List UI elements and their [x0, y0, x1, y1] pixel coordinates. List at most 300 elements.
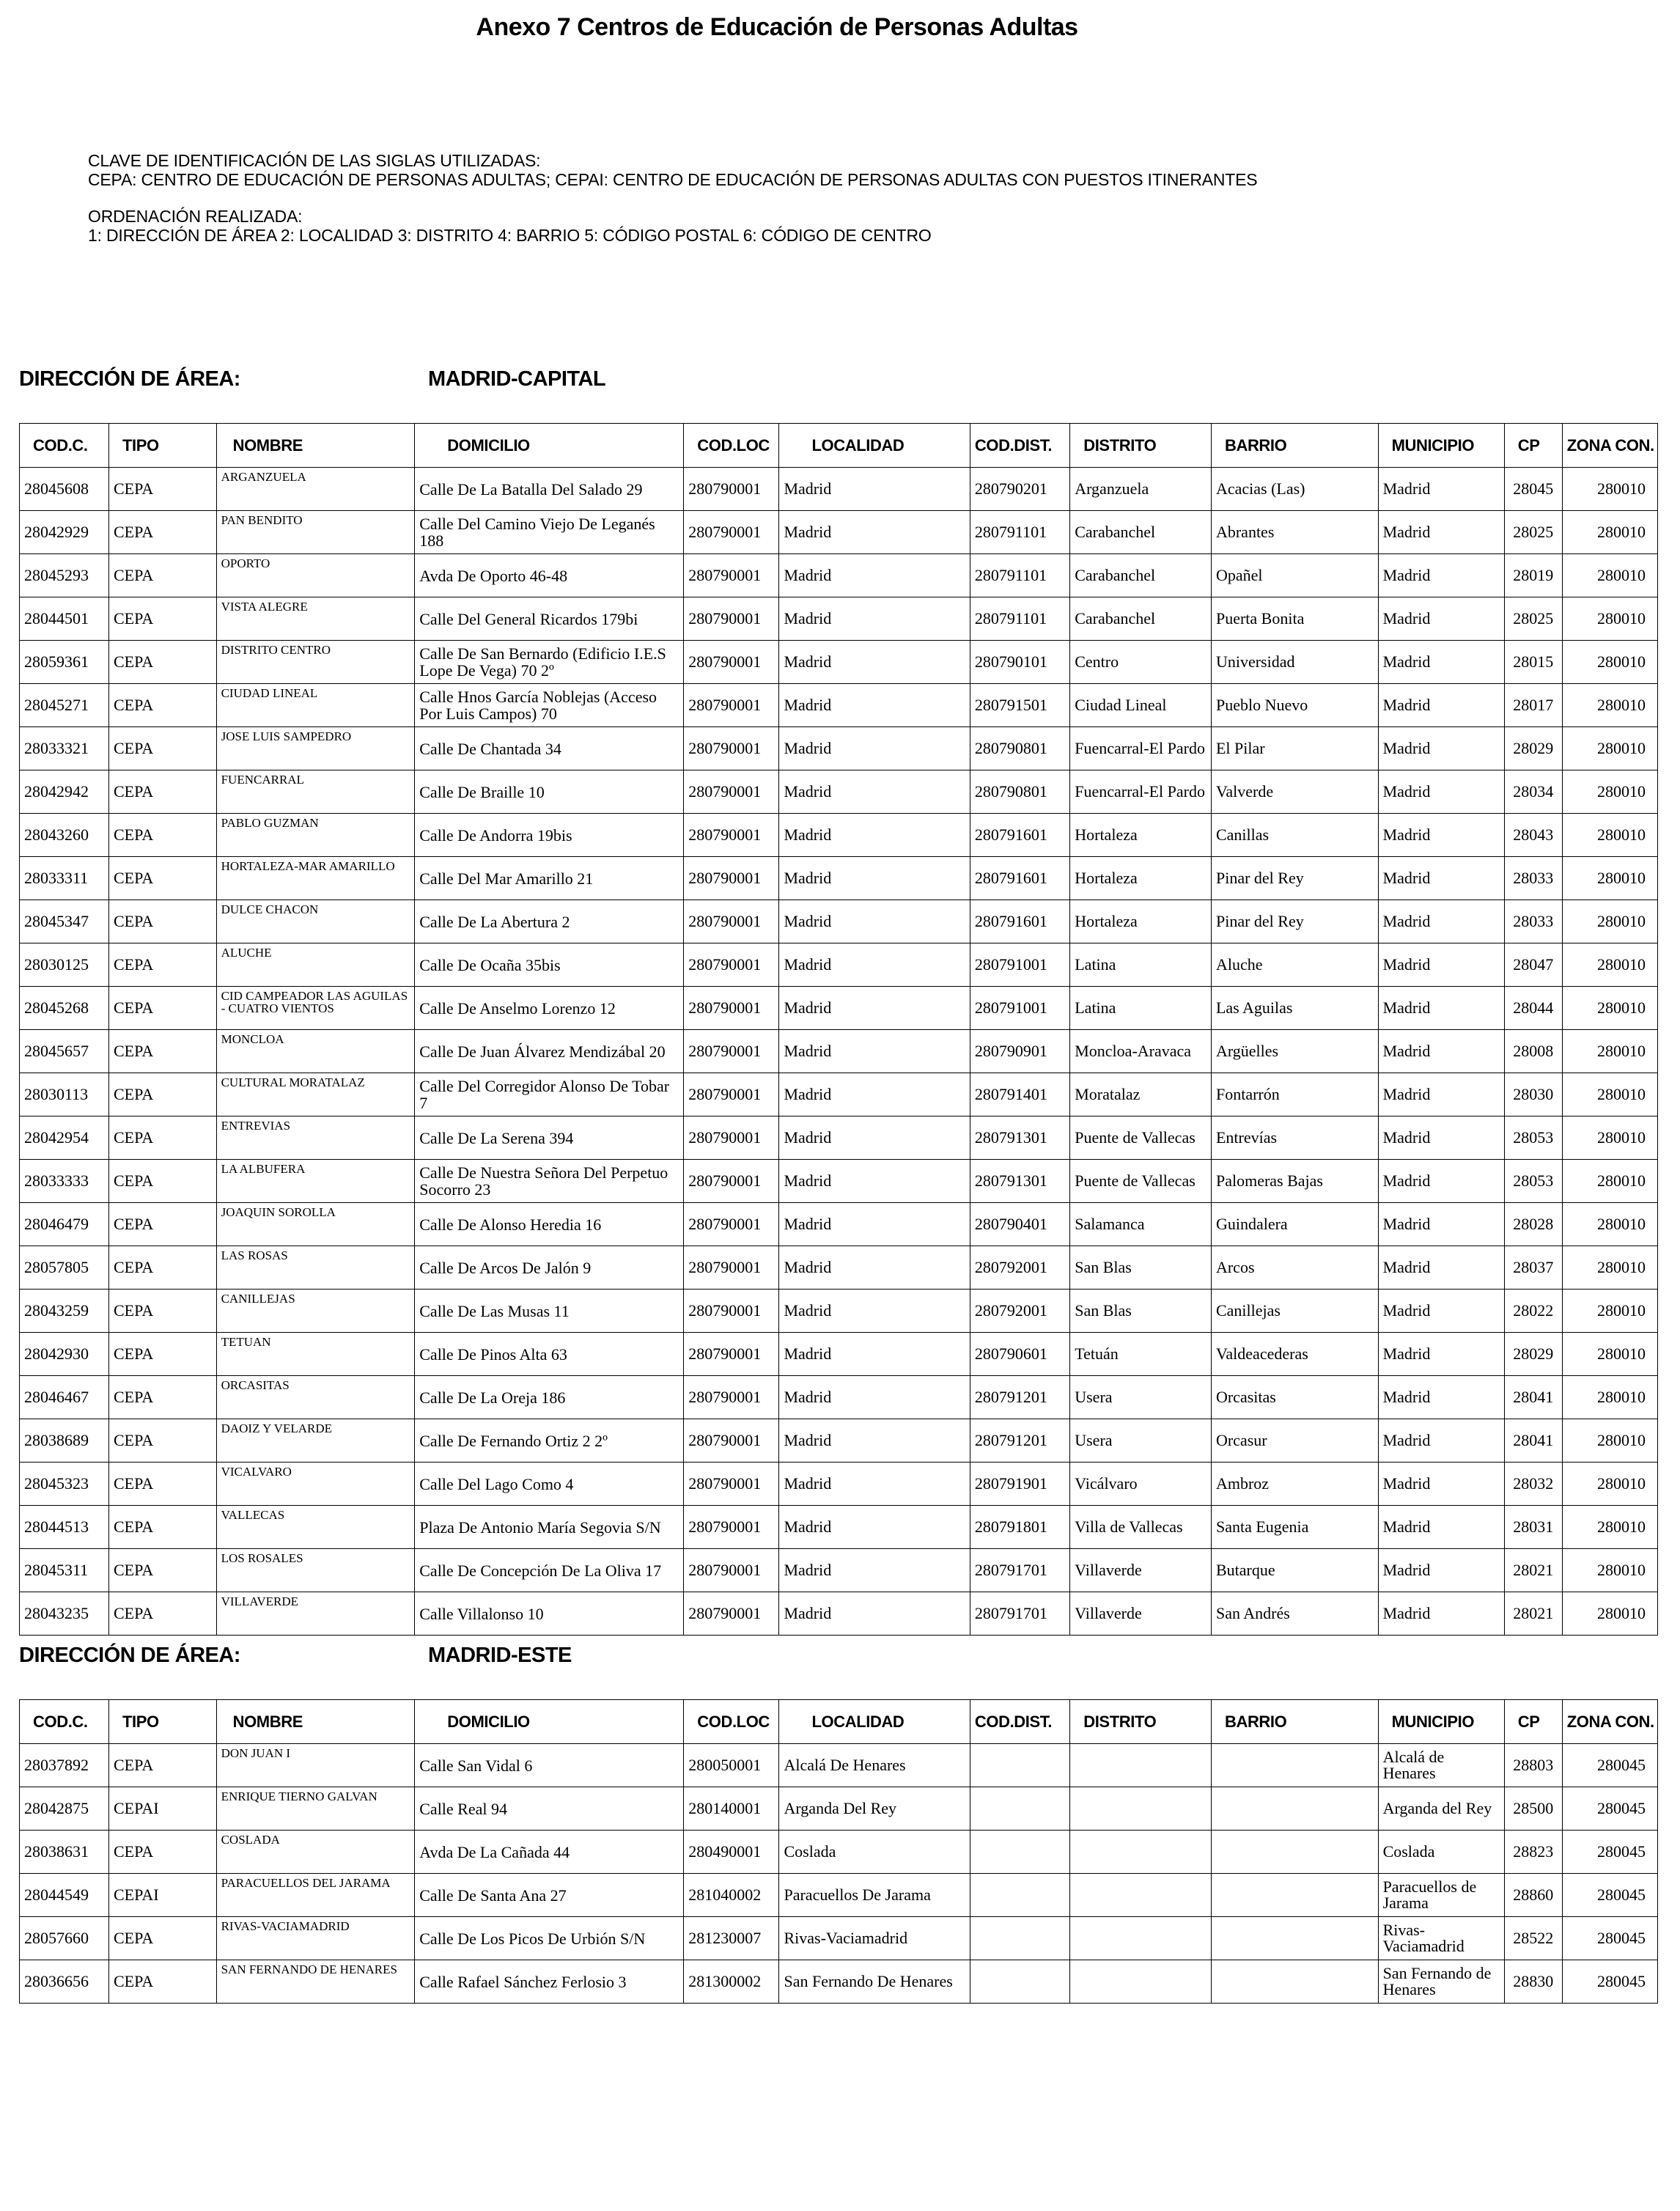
cell-zona-con: 280010	[1562, 1073, 1657, 1116]
cell-zona-con: 280045	[1562, 1960, 1657, 2004]
column-header: BARRIO	[1211, 1700, 1378, 1744]
cell-cp: 28029	[1504, 727, 1562, 770]
cell-domicilio: Calle Del Mar Amarillo 21	[415, 857, 684, 900]
cell-municipio: Madrid	[1378, 943, 1504, 987]
cell-cp: 28033	[1504, 857, 1562, 900]
cell-barrio	[1211, 1744, 1378, 1787]
cell-nombre: DAOIZ Y VELARDE	[216, 1419, 415, 1463]
cell-cod-loc: 280790001	[684, 987, 779, 1030]
cell-cod-c: 28046479	[20, 1203, 109, 1246]
cell-domicilio: Calle De Anselmo Lorenzo 12	[415, 987, 684, 1030]
table-row	[20, 1160, 1658, 1203]
cell-tipo: CEPA	[109, 987, 217, 1030]
table-row	[20, 1744, 1658, 1787]
cell-nombre: COSLADA	[216, 1831, 415, 1874]
cell-cod-loc: 280490001	[684, 1831, 779, 1874]
cell-domicilio: Calle De Chantada 34	[415, 727, 684, 770]
cell-nombre: VILLAVERDE	[216, 1592, 415, 1636]
cell-domicilio: Calle De Los Picos De Urbión S/N	[415, 1917, 684, 1960]
cell-barrio: Entrevías	[1211, 1116, 1378, 1160]
cell-cp: 28033	[1504, 900, 1562, 943]
cell-barrio	[1211, 1831, 1378, 1874]
cell-cp: 28019	[1504, 554, 1562, 597]
table-row	[20, 1787, 1658, 1831]
cell-nombre: DON JUAN I	[216, 1744, 415, 1787]
cell-cp: 28028	[1504, 1203, 1562, 1246]
key-heading: CLAVE DE IDENTIFICACIÓN DE LAS SIGLAS UTILIZADAS:	[88, 151, 541, 170]
cell-tipo: CEPA	[109, 1246, 217, 1290]
cell-cp: 28025	[1504, 511, 1562, 554]
cell-localidad: Madrid	[779, 1030, 970, 1073]
cell-cod-c: 28045657	[20, 1030, 109, 1073]
cell-cp: 28017	[1504, 684, 1562, 727]
cell-cod-dist: 280791901	[970, 1463, 1069, 1506]
cell-nombre: TETUAN	[216, 1333, 415, 1376]
cell-cod-dist: 280790801	[970, 770, 1069, 814]
cell-localidad: San Fernando De Henares	[779, 1960, 970, 2004]
cell-domicilio: Calle De Arcos De Jalón 9	[415, 1246, 684, 1290]
column-header: BARRIO	[1211, 424, 1378, 468]
cell-localidad: Madrid	[779, 1290, 970, 1333]
cell-cod-loc: 280790001	[684, 900, 779, 943]
cell-zona-con: 280010	[1562, 900, 1657, 943]
cell-cp: 28053	[1504, 1116, 1562, 1160]
cell-cod-c: 28045311	[20, 1549, 109, 1592]
cell-cod-dist: 280791001	[970, 943, 1069, 987]
cell-cod-c: 28057805	[20, 1246, 109, 1290]
cell-cod-dist	[970, 1787, 1069, 1831]
cell-localidad: Madrid	[779, 814, 970, 857]
table-row	[20, 1246, 1658, 1290]
cell-cp: 28029	[1504, 1333, 1562, 1376]
cell-barrio: Puerta Bonita	[1211, 597, 1378, 641]
cell-cod-c: 28042929	[20, 511, 109, 554]
cell-distrito: Latina	[1070, 987, 1212, 1030]
cell-municipio: Alcalá de Henares	[1378, 1744, 1504, 1787]
cell-localidad: Madrid	[779, 1419, 970, 1463]
column-header: DOMICILIO	[415, 424, 684, 468]
cell-domicilio: Calle De Nuestra Señora Del Perpetuo Socorro 23	[415, 1160, 684, 1203]
cell-nombre: ENRIQUE TIERNO GALVAN	[216, 1787, 415, 1831]
cell-municipio: Madrid	[1378, 468, 1504, 511]
column-header: MUNICIPIO	[1378, 1700, 1504, 1744]
cell-domicilio: Calle Hnos García Noblejas (Acceso Por Luis Campos) 70	[415, 684, 684, 727]
column-header: COD.DIST.	[970, 1700, 1069, 1744]
cell-cod-loc: 280790001	[684, 554, 779, 597]
cell-cp: 28025	[1504, 597, 1562, 641]
cell-municipio: Madrid	[1378, 597, 1504, 641]
cell-domicilio: Calle De Pinos Alta 63	[415, 1333, 684, 1376]
area-label: DIRECCIÓN DE ÁREA:	[19, 1644, 240, 1667]
cell-cod-dist: 280791101	[970, 511, 1069, 554]
cell-cod-c: 28044513	[20, 1506, 109, 1549]
cell-cod-dist	[970, 1917, 1069, 1960]
cell-cp: 28015	[1504, 641, 1562, 684]
cell-tipo: CEPA	[109, 857, 217, 900]
cell-zona-con: 280010	[1562, 1549, 1657, 1592]
cell-barrio: Canillas	[1211, 814, 1378, 857]
cell-cod-dist: 280791301	[970, 1116, 1069, 1160]
cell-domicilio: Calle De La Abertura 2	[415, 900, 684, 943]
cell-zona-con: 280010	[1562, 1419, 1657, 1463]
cell-cod-loc: 280790001	[684, 1549, 779, 1592]
cell-cp: 28034	[1504, 770, 1562, 814]
table-row	[20, 1549, 1658, 1592]
cell-nombre: SAN FERNANDO DE HENARES	[216, 1960, 415, 2004]
cell-zona-con: 280010	[1562, 511, 1657, 554]
cell-barrio: Opañel	[1211, 554, 1378, 597]
cell-domicilio: Calle De Ocaña 35bis	[415, 943, 684, 987]
cell-cod-dist: 280791101	[970, 597, 1069, 641]
cell-barrio	[1211, 1917, 1378, 1960]
cell-zona-con: 280010	[1562, 1506, 1657, 1549]
cell-zona-con: 280045	[1562, 1787, 1657, 1831]
cell-cod-c: 28046467	[20, 1376, 109, 1419]
cell-barrio	[1211, 1787, 1378, 1831]
table-row	[20, 1030, 1658, 1073]
cell-cod-dist: 280791301	[970, 1160, 1069, 1203]
table-row	[20, 943, 1658, 987]
cell-domicilio: Calle De Concepción De La Oliva 17	[415, 1549, 684, 1592]
area-name: MADRID-ESTE	[428, 1644, 572, 1667]
cell-domicilio: Avda De Oporto 46-48	[415, 554, 684, 597]
cell-zona-con: 280010	[1562, 1160, 1657, 1203]
cell-cod-c: 28030125	[20, 943, 109, 987]
cell-cp: 28053	[1504, 1160, 1562, 1203]
table-row	[20, 900, 1658, 943]
column-header: DOMICILIO	[415, 1700, 684, 1744]
cell-cod-dist: 280790601	[970, 1333, 1069, 1376]
cell-cod-loc: 280050001	[684, 1744, 779, 1787]
cell-cp: 28021	[1504, 1592, 1562, 1636]
cell-tipo: CEPA	[109, 900, 217, 943]
cell-distrito: Centro	[1070, 641, 1212, 684]
cell-municipio: Madrid	[1378, 987, 1504, 1030]
cell-cod-dist: 280792001	[970, 1290, 1069, 1333]
cell-tipo: CEPA	[109, 1290, 217, 1333]
cell-barrio: Ambroz	[1211, 1463, 1378, 1506]
cell-distrito: Fuencarral-El Pardo	[1070, 727, 1212, 770]
cell-nombre: ORCASITAS	[216, 1376, 415, 1419]
cell-nombre: PABLO GUZMAN	[216, 814, 415, 857]
cell-distrito	[1070, 1917, 1212, 1960]
cell-nombre: LAS ROSAS	[216, 1246, 415, 1290]
cell-nombre: VISTA ALEGRE	[216, 597, 415, 641]
cell-localidad: Madrid	[779, 1073, 970, 1116]
column-header: LOCALIDAD	[779, 424, 970, 468]
cell-cod-dist: 280791701	[970, 1592, 1069, 1636]
cell-zona-con: 280010	[1562, 1333, 1657, 1376]
column-header: COD.C.	[20, 424, 109, 468]
cell-tipo: CEPA	[109, 943, 217, 987]
cell-tipo: CEPA	[109, 1203, 217, 1246]
table-row	[20, 597, 1658, 641]
cell-distrito: Carabanchel	[1070, 554, 1212, 597]
cell-localidad: Rivas-Vaciamadrid	[779, 1917, 970, 1960]
column-header: COD.LOC	[684, 424, 779, 468]
cell-tipo: CEPA	[109, 1917, 217, 1960]
cell-distrito: Usera	[1070, 1419, 1212, 1463]
cell-cod-dist: 280791201	[970, 1419, 1069, 1463]
document-title: Anexo 7 Centros de Educación de Personas Adultas	[476, 13, 1078, 41]
cell-cod-loc: 280790001	[684, 1246, 779, 1290]
cell-localidad: Madrid	[779, 1592, 970, 1636]
cell-nombre: PAN BENDITO	[216, 511, 415, 554]
cell-barrio: Pinar del Rey	[1211, 857, 1378, 900]
cell-zona-con: 280010	[1562, 857, 1657, 900]
cell-cod-c: 28043259	[20, 1290, 109, 1333]
cell-localidad: Madrid	[779, 641, 970, 684]
cell-distrito	[1070, 1831, 1212, 1874]
cell-cod-loc: 280790001	[684, 857, 779, 900]
cell-cod-loc: 280140001	[684, 1787, 779, 1831]
cell-localidad: Coslada	[779, 1831, 970, 1874]
cell-cod-dist	[970, 1874, 1069, 1917]
cell-domicilio: Calle Real 94	[415, 1787, 684, 1831]
cell-nombre: CID CAMPEADOR LAS AGUILAS - CUATRO VIENTOS	[216, 987, 415, 1030]
cell-distrito: Hortaleza	[1070, 857, 1212, 900]
cell-municipio: Madrid	[1378, 1073, 1504, 1116]
cell-nombre: ARGANZUELA	[216, 468, 415, 511]
cell-localidad: Madrid	[779, 1463, 970, 1506]
cell-distrito: Carabanchel	[1070, 597, 1212, 641]
cell-cp: 28021	[1504, 1549, 1562, 1592]
table-header-row	[20, 1700, 1658, 1744]
cell-cod-dist	[970, 1744, 1069, 1787]
cell-tipo: CEPA	[109, 1506, 217, 1549]
cell-cp: 28045	[1504, 468, 1562, 511]
cell-cod-dist: 280790201	[970, 468, 1069, 511]
table-row	[20, 1874, 1658, 1917]
cell-domicilio: Calle De La Serena 394	[415, 1116, 684, 1160]
cell-cod-loc: 281040002	[684, 1874, 779, 1917]
cell-tipo: CEPA	[109, 1030, 217, 1073]
cell-nombre: FUENCARRAL	[216, 770, 415, 814]
cell-cod-loc: 281230007	[684, 1917, 779, 1960]
cell-barrio	[1211, 1874, 1378, 1917]
cell-nombre: CIUDAD LINEAL	[216, 684, 415, 727]
cell-domicilio: Calle San Vidal 6	[415, 1744, 684, 1787]
ordering-criteria: 1: DIRECCIÓN DE ÁREA 2: LOCALIDAD 3: DISTRITO 4: BARRIO 5: CÓDIGO POSTAL 6: CÓDIGO DE CENTRO	[88, 226, 932, 245]
table-row	[20, 1116, 1658, 1160]
cell-tipo: CEPA	[109, 1419, 217, 1463]
cell-localidad: Madrid	[779, 554, 970, 597]
cell-municipio: Madrid	[1378, 1246, 1504, 1290]
cell-tipo: CEPA	[109, 1333, 217, 1376]
cell-nombre: DULCE CHACON	[216, 900, 415, 943]
cell-distrito: Vicálvaro	[1070, 1463, 1212, 1506]
cell-zona-con: 280010	[1562, 468, 1657, 511]
cell-tipo: CEPA	[109, 554, 217, 597]
cell-cod-c: 28042954	[20, 1116, 109, 1160]
column-header: ZONA CON.	[1562, 1700, 1657, 1744]
cell-zona-con: 280010	[1562, 770, 1657, 814]
cell-cod-c: 28042875	[20, 1787, 109, 1831]
cell-barrio: Canillejas	[1211, 1290, 1378, 1333]
cell-cod-c: 28036656	[20, 1960, 109, 2004]
table-row	[20, 1506, 1658, 1549]
cell-zona-con: 280010	[1562, 684, 1657, 727]
cell-localidad: Arganda Del Rey	[779, 1787, 970, 1831]
cell-cp: 28860	[1504, 1874, 1562, 1917]
table-row	[20, 511, 1658, 554]
cell-cod-c: 28044549	[20, 1874, 109, 1917]
cell-distrito: Hortaleza	[1070, 814, 1212, 857]
cell-domicilio: Avda De La Cañada 44	[415, 1831, 684, 1874]
cell-cod-dist: 280790801	[970, 727, 1069, 770]
cell-cp: 28041	[1504, 1419, 1562, 1463]
cell-municipio: Madrid	[1378, 1376, 1504, 1419]
cell-zona-con: 280010	[1562, 597, 1657, 641]
cell-distrito: Carabanchel	[1070, 511, 1212, 554]
table-row	[20, 1592, 1658, 1636]
cell-domicilio: Calle De San Bernardo (Edificio I.E.S Lope De Vega) 70 2º	[415, 641, 684, 684]
cell-cp: 28041	[1504, 1376, 1562, 1419]
cell-cod-loc: 280790001	[684, 641, 779, 684]
cell-distrito: Villaverde	[1070, 1592, 1212, 1636]
cell-zona-con: 280010	[1562, 987, 1657, 1030]
cell-cp: 28522	[1504, 1917, 1562, 1960]
cell-distrito: Puente de Vallecas	[1070, 1116, 1212, 1160]
cell-nombre: JOSE LUIS SAMPEDRO	[216, 727, 415, 770]
table-row	[20, 814, 1658, 857]
cell-nombre: RIVAS-VACIAMADRID	[216, 1917, 415, 1960]
cell-municipio: Madrid	[1378, 770, 1504, 814]
cell-cod-c: 28045323	[20, 1463, 109, 1506]
cell-cp: 28037	[1504, 1246, 1562, 1290]
cell-tipo: CEPAI	[109, 1787, 217, 1831]
cell-cod-c: 28059361	[20, 641, 109, 684]
cell-cod-loc: 280790001	[684, 770, 779, 814]
cell-cod-c: 28038631	[20, 1831, 109, 1874]
cell-zona-con: 280045	[1562, 1744, 1657, 1787]
cell-zona-con: 280045	[1562, 1831, 1657, 1874]
table-row	[20, 1463, 1658, 1506]
column-header: CP	[1504, 1700, 1562, 1744]
cell-localidad: Madrid	[779, 900, 970, 943]
cell-barrio: Santa Eugenia	[1211, 1506, 1378, 1549]
cell-tipo: CEPA	[109, 1376, 217, 1419]
cell-cod-loc: 280790001	[684, 1419, 779, 1463]
cell-barrio: Fontarrón	[1211, 1073, 1378, 1116]
cell-cp: 28031	[1504, 1506, 1562, 1549]
cell-tipo: CEPAI	[109, 1874, 217, 1917]
cell-tipo: CEPA	[109, 1592, 217, 1636]
cell-cod-loc: 280790001	[684, 1116, 779, 1160]
cell-cod-dist	[970, 1960, 1069, 2004]
cell-distrito: Arganzuela	[1070, 468, 1212, 511]
cell-municipio: Madrid	[1378, 1203, 1504, 1246]
cell-barrio: Acacias (Las)	[1211, 468, 1378, 511]
cell-distrito	[1070, 1744, 1212, 1787]
cell-barrio: Pueblo Nuevo	[1211, 684, 1378, 727]
abbreviation-key	[88, 151, 1591, 245]
cell-municipio: Madrid	[1378, 554, 1504, 597]
cell-barrio: San Andrés	[1211, 1592, 1378, 1636]
cell-cod-c: 28033333	[20, 1160, 109, 1203]
cell-cod-loc: 280790001	[684, 468, 779, 511]
cell-cod-loc: 280790001	[684, 1506, 779, 1549]
cell-cod-loc: 280790001	[684, 1073, 779, 1116]
cell-cp: 28032	[1504, 1463, 1562, 1506]
cell-distrito: Fuencarral-El Pardo	[1070, 770, 1212, 814]
area-name: MADRID-CAPITAL	[428, 367, 606, 391]
column-header: LOCALIDAD	[779, 1700, 970, 1744]
cell-zona-con: 280010	[1562, 727, 1657, 770]
cell-cod-c: 28033311	[20, 857, 109, 900]
cell-domicilio: Calle Del Lago Como 4	[415, 1463, 684, 1506]
cell-localidad: Madrid	[779, 597, 970, 641]
cell-localidad: Madrid	[779, 943, 970, 987]
cell-cod-c: 28042930	[20, 1333, 109, 1376]
cell-cod-loc: 280790001	[684, 727, 779, 770]
cell-cod-dist: 280791101	[970, 554, 1069, 597]
column-header: COD.DIST.	[970, 424, 1069, 468]
table-row	[20, 727, 1658, 770]
cell-tipo: CEPA	[109, 727, 217, 770]
cell-barrio: Orcasitas	[1211, 1376, 1378, 1419]
table-row	[20, 1419, 1658, 1463]
cell-barrio: Argüelles	[1211, 1030, 1378, 1073]
cell-tipo: CEPA	[109, 1073, 217, 1116]
cell-municipio: Madrid	[1378, 511, 1504, 554]
cell-domicilio: Calle De Andorra 19bis	[415, 814, 684, 857]
cell-domicilio: Calle De Juan Álvarez Mendizábal 20	[415, 1030, 684, 1073]
cell-domicilio: Calle De Fernando Ortiz 2 2º	[415, 1419, 684, 1463]
cell-municipio: Madrid	[1378, 641, 1504, 684]
cell-cp: 28043	[1504, 814, 1562, 857]
cell-localidad: Madrid	[779, 468, 970, 511]
cell-cod-loc: 280790001	[684, 943, 779, 987]
cell-nombre: ENTREVIAS	[216, 1116, 415, 1160]
cell-tipo: CEPA	[109, 684, 217, 727]
cell-cod-dist: 280792001	[970, 1246, 1069, 1290]
cell-cod-dist: 280791201	[970, 1376, 1069, 1419]
cell-localidad: Paracuellos De Jarama	[779, 1874, 970, 1917]
cell-distrito: Salamanca	[1070, 1203, 1212, 1246]
cell-cod-c: 28042942	[20, 770, 109, 814]
cell-tipo: CEPA	[109, 1960, 217, 2004]
cell-distrito: Tetuán	[1070, 1333, 1212, 1376]
cell-cod-c: 28037892	[20, 1744, 109, 1787]
cell-distrito: Puente de Vallecas	[1070, 1160, 1212, 1203]
cell-cod-c: 28045268	[20, 987, 109, 1030]
table-row	[20, 1203, 1658, 1246]
column-header: ZONA CON.	[1562, 424, 1657, 468]
table-row	[20, 770, 1658, 814]
cell-distrito: San Blas	[1070, 1246, 1212, 1290]
cell-nombre: ALUCHE	[216, 943, 415, 987]
cell-cod-dist: 280790901	[970, 1030, 1069, 1073]
table-row	[20, 987, 1658, 1030]
cell-municipio: Madrid	[1378, 900, 1504, 943]
table-row	[20, 1960, 1658, 2004]
cell-cod-loc: 280790001	[684, 1333, 779, 1376]
cell-distrito: Villa de Vallecas	[1070, 1506, 1212, 1549]
cell-domicilio: Calle Rafael Sánchez Ferlosio 3	[415, 1960, 684, 2004]
cell-distrito: Hortaleza	[1070, 900, 1212, 943]
cell-cod-loc: 280790001	[684, 1203, 779, 1246]
cell-barrio: Palomeras Bajas	[1211, 1160, 1378, 1203]
cell-municipio: Madrid	[1378, 857, 1504, 900]
table-row	[20, 554, 1658, 597]
cell-zona-con: 280010	[1562, 1246, 1657, 1290]
centers-table-madrid-este	[19, 1699, 1658, 2004]
cell-zona-con: 280010	[1562, 1592, 1657, 1636]
cell-domicilio: Calle Villalonso 10	[415, 1592, 684, 1636]
cell-barrio: El Pilar	[1211, 727, 1378, 770]
cell-cod-dist: 280791701	[970, 1549, 1069, 1592]
